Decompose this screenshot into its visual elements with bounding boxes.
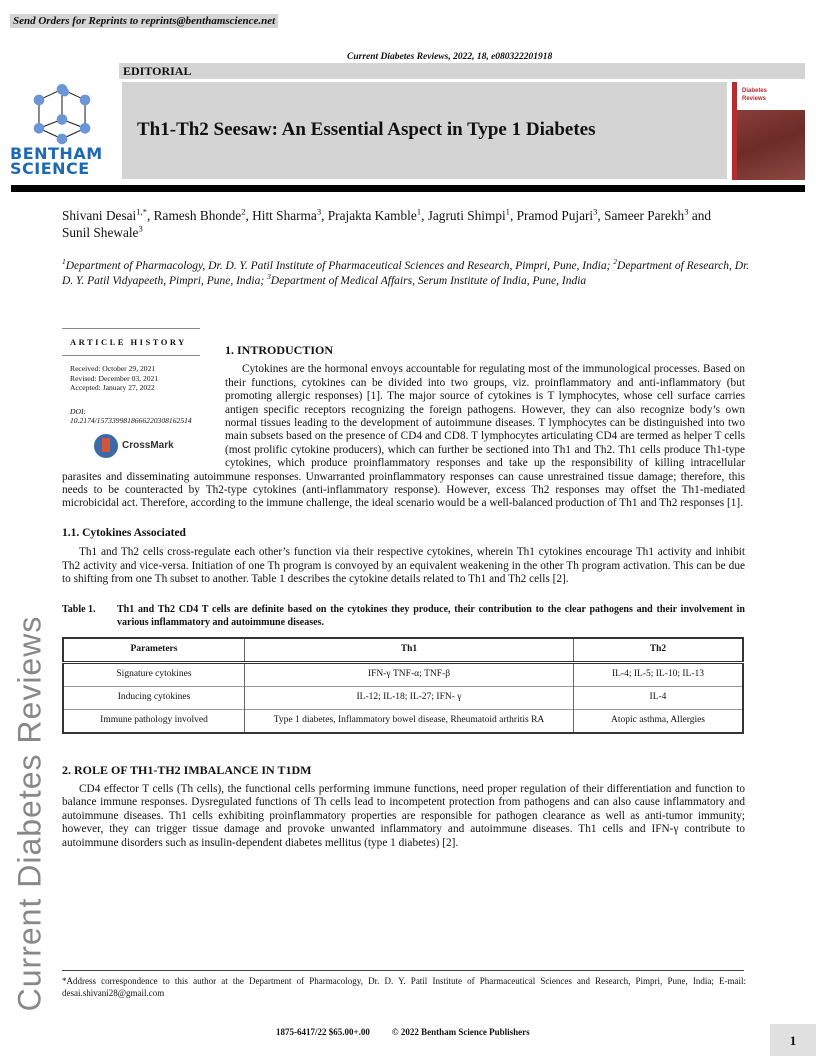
journal-cover [732,82,805,180]
header-rule [11,185,805,192]
accepted-date: Accepted: January 27, 2022 [70,383,155,393]
logo-text-2: SCIENCE [10,159,90,178]
author-name: Hitt Sharma [252,208,317,223]
author-affiliation-mark: 1 [505,206,510,217]
table-row [63,709,743,733]
history-heading: ARTICLE HISTORY [62,328,200,356]
revised-date: Revised: December 03, 2021 [70,373,159,383]
table-cell: Inducing cytokines [63,686,245,709]
affiliation-mark: 1 [62,257,66,267]
reprint-notice: Send Orders for Reprints to reprints@benthamscience.net [10,14,278,28]
subsection-heading: 1.1. Cytokines Associated [62,526,186,539]
footer-line [0,1027,816,1037]
author-name: Pramod Pujari [516,208,594,223]
cytokines-paragraph: Th1 and Th2 cells cross-regulate each other’s function via their respective cytokines, wherein Th1 cytokines encourage Th1 activity and inhibit Th2 activity and vice-versa. Initiation of one Th program is convoyed by an equivalent weakening in the other Th program activation. This can be due to shifting from one Th subset to another. Table 1 describes the cytokine details related to Th1 and Th2 cells [2]. [62,546,745,586]
doi-label: DOI: [70,406,87,416]
author-affiliation-mark: 1,* [136,206,148,217]
affiliation-text: Department of Medical Affairs, Serum Institute of India, Pune, India [270,275,587,287]
cover-text-1: Diabetes [742,88,768,94]
section-heading-imbalance: 2. ROLE OF TH1-TH2 IMBALANCE IN T1DM [62,762,312,777]
journal-watermark: Current Diabetes Reviews [11,615,48,1012]
table-cell: Type 1 diabetes, Inflammatory bowel disease, Rheumatoid arthritis RA [245,709,574,733]
citation-id: , e080322201918 [486,52,553,62]
table-cell: IL-4 [574,686,744,709]
cytokine-table [62,637,744,734]
crossmark-button[interactable] [62,434,200,458]
footnote-rule [62,970,744,971]
crossmark-label: CrossMark [122,440,174,452]
received-date: Received: October 29, 2021 [70,364,156,374]
author-name: Sunil Shewale [62,225,139,240]
author-name: Ramesh Bhonde [153,208,242,223]
author-name: Sameer Parekh [604,208,685,223]
table-caption [62,603,745,629]
table-row [63,686,743,709]
table-cell: Immune pathology involved [63,709,245,733]
table-header: Th1 [245,638,574,663]
author-affiliation-mark: 2 [241,206,246,217]
author-affiliation-mark: 1 [416,206,422,217]
table-header: Th2 [574,638,744,663]
author-affiliation-mark: 3 [316,206,322,217]
citation-year: , 2022, [448,52,477,62]
intro-paragraph: Cytokines are the hormonal envoys accountable for regulating most of the immunological processes. Based on their functions, cytokines can be divided into two groups, viz. proinflammatory and anti-inflammatory (but promoting allergic responses) [1]. The major source of cytokines is T lymphocytes, whose cell surface carries antigen specific receptors recognizing the foreign pathogens. However, they can also recognize body’s own normal tissues leading to the development of autoimmune diseases. T lymphocytes can be distinguished into two main subsets based on the presence of CD4 and CD8. T lymphocytes articulating CD4 are termed as helper T cells (most prolific cytokine producers), which can further be sectioned into Th1 and Th2. Th1 cells produce Th1-type cytokines, which produce proinflammatory responses and take up the responsibility of killing intracellular parasites and disseminating autoimmune responses. Unwarranted proinflammatory responses can cause unrestrained tissue damage; therefore, this needs to be counteracted by Th2-type cytokines (anti-inflammatory response). However, excess Th2 responses may offset the Th1-mediated microbicidal act. Therefore, according to the immune challenge, the ideal scenario would be a well-balanced production of Th1 and Th2 responses [1]. [62,363,745,510]
table-label: Table 1. [62,603,96,615]
affiliation-mark: 3 [267,272,271,282]
table-header-row [63,638,743,663]
author-affiliation-mark: 3 [138,223,143,234]
table-row [63,662,743,686]
table-cell: IL-12; IL-18; IL-27; IFN- γ [245,686,574,709]
article-type: EDITORIAL [119,63,805,79]
cover-text-2: Reviews [742,96,767,102]
author-name: Prajakta Kamble [327,208,417,223]
article-body [62,328,745,850]
copyright: © 2022 Bentham Science Publishers [391,1027,530,1037]
journal-citation [347,52,552,62]
table-cell: IL-4; IL-5; IL-10; IL-13 [574,662,744,686]
affiliation-mark: 2 [613,257,618,267]
article-history [62,328,200,458]
journal-name: Current Diabetes Reviews [347,52,449,62]
issn: 1875-6417/22 $65.00+.00 [276,1027,370,1037]
author-name: Shivani Desai [62,208,137,223]
affiliation-text: Department of Pharmacology, Dr. D. Y. Patil Institute of Pharmaceutical Sciences and Research, Pimpri, Pune, India; [65,260,614,272]
author-list: Shivani Desai$^{1,*}$, Ramesh Bhonde$^2$, Hitt Sharma$^3$, Prajakta Kamble$^1$, Jagruti Shimpi$^1$, Pramod Pujari$^3$, Sameer Parekh$^3$ and Sunil Shewale$^3$ [62,206,712,240]
affiliation-text: Department of Research, Dr. D. Y. Patil Vidyapeeth, Pimpri, Pune, India; [62,260,750,287]
section-heading-introduction: 1. INTRODUCTION [225,343,334,357]
author-affiliation-mark: 3 [684,206,689,217]
logo-text-1: BENTHAM [10,144,103,163]
table-cell: Atopic asthma, Allergies [574,709,744,733]
table-header: Parameters [63,638,245,663]
page-number: 1 [770,1024,816,1056]
affiliations [62,259,752,289]
doi-link[interactable]: 10.2174/1573399818666220308162514 [70,416,192,426]
bentham-logo [10,84,114,176]
article-title: Th1-Th2 Seesaw: An Essential Aspect in Type 1 Diabetes [137,119,596,140]
table-cell: IFN-γ TNF-α; TNF-β [245,662,574,686]
table-caption-text: Th1 and Th2 CD4 T cells are definite based on the cytokines they produce, their contribution to the clear pathogens and their involvement in various inflammatory and autoimmune diseases. [117,603,745,628]
table-cell: Signature cytokines [116,668,192,679]
correspondence-footnote: *Address correspondence to this author at the Department of Pharmacology, Dr. D. Y. Patil Institute of Pharmaceutical Sciences and Research, Pimpri, Pune, India; E-mail: desai.shivani28@gmail.com [62,976,746,998]
molecule-icon [10,84,114,146]
citation-volume: 18 [476,52,487,62]
author-affiliation-mark: 3 [593,206,598,217]
imbalance-paragraph: CD4 effector T cells (Th cells), the functional cells performing immune functions, need proper regulation of their differentiation and function to balance immune responses. Dysregulated functions of Th cells lead to incompetent protection from pathogens and can also cause inflammatory and autoimmune diseases. Th1 cells exhibiting proinflammatory properties are responsible for pathogen clearance as well as anti-tumor immunity; however, they can trigger tissue damage and provoke unwanted inflammatory and autoimmune diseases. Th1 cells and IFN-γ contribute to autoimmune disorders such as insulin-dependent diabetes mellitus (type 1 diabetes) [2]. [62,782,745,849]
author-name: Jagruti Shimpi [427,208,506,223]
crossmark-icon [94,434,118,458]
